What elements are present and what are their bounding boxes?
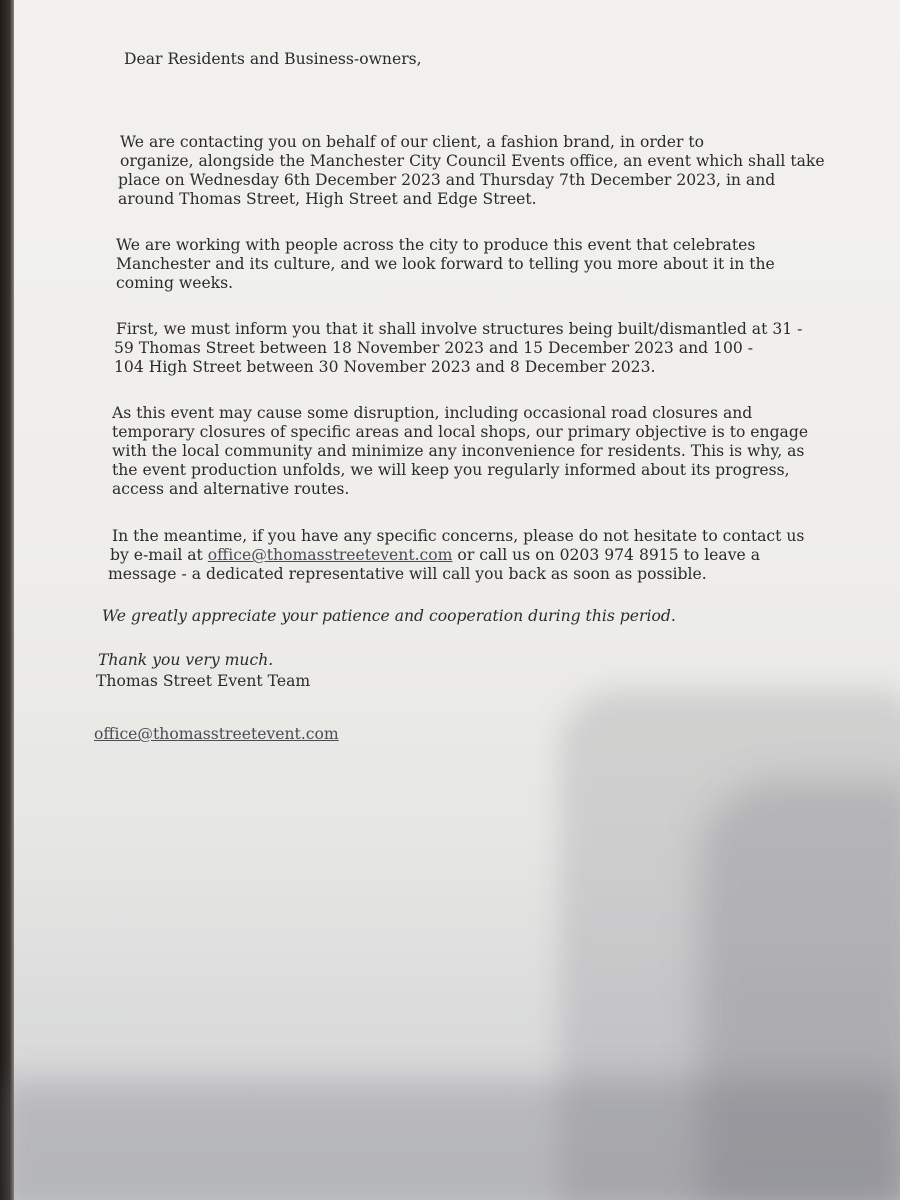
paragraph-line: We are working with people across the city to produce this event that celebrates [116,236,756,254]
paragraph-line: 104 High Street between 30 November 2023 and 8 December 2023. [114,358,656,376]
signature-line: Thomas Street Event Team [96,672,311,690]
footer-email-link[interactable]: office@thomasstreetevent.com [94,725,339,743]
paragraph-line: access and alternative routes. [112,480,350,498]
contact-prefix: by e-mail at [110,546,208,564]
paragraph-line: coming weeks. [116,274,234,292]
contact-line [110,546,760,565]
paragraph-line: around Thomas Street, High Street and Edge Street. [118,190,537,208]
paragraph-line: In the meantime, if you have any specific concerns, please do not hesitate to contact us [112,527,805,545]
contact-suffix: or call us on 0203 974 8915 to leave a [452,546,760,564]
salutation: Dear Residents and Business-owners, [124,50,422,68]
contact-email-link[interactable]: office@thomasstreetevent.com [207,546,453,564]
paragraph-line: As this event may cause some disruption, including occasional road closures and [112,404,753,422]
paragraph-line: the event production unfolds, we will keep you regularly informed about its progress, [112,461,790,479]
paragraph-line: temporary closures of specific areas and local shops, our primary objective is to engage [112,423,809,441]
appreciation-line: We greatly appreciate your patience and cooperation during this period. [102,607,676,625]
paragraph-line: Manchester and its culture, and we look forward to telling you more about it in the [116,255,775,273]
paragraph-line: We are contacting you on behalf of our client, a fashion brand, in order to [120,133,705,151]
paragraph-line: place on Wednesday 6th December 2023 and Thursday 7th December 2023, in and [118,171,776,189]
paragraph-line: organize, alongside the Manchester City Council Events office, an event which shall take [120,152,825,170]
paragraph-line: 59 Thomas Street between 18 November 2023 and 15 December 2023 and 100 - [114,339,754,357]
paragraph-line: message - a dedicated representative will call you back as soon as possible. [108,565,707,583]
paragraph-line: First, we must inform you that it shall involve structures being built/dismantled at 31 - [116,320,803,338]
paragraph-line: with the local community and minimize any inconvenience for residents. This is why, as [112,442,805,460]
closing-line: Thank you very much. [98,651,274,669]
